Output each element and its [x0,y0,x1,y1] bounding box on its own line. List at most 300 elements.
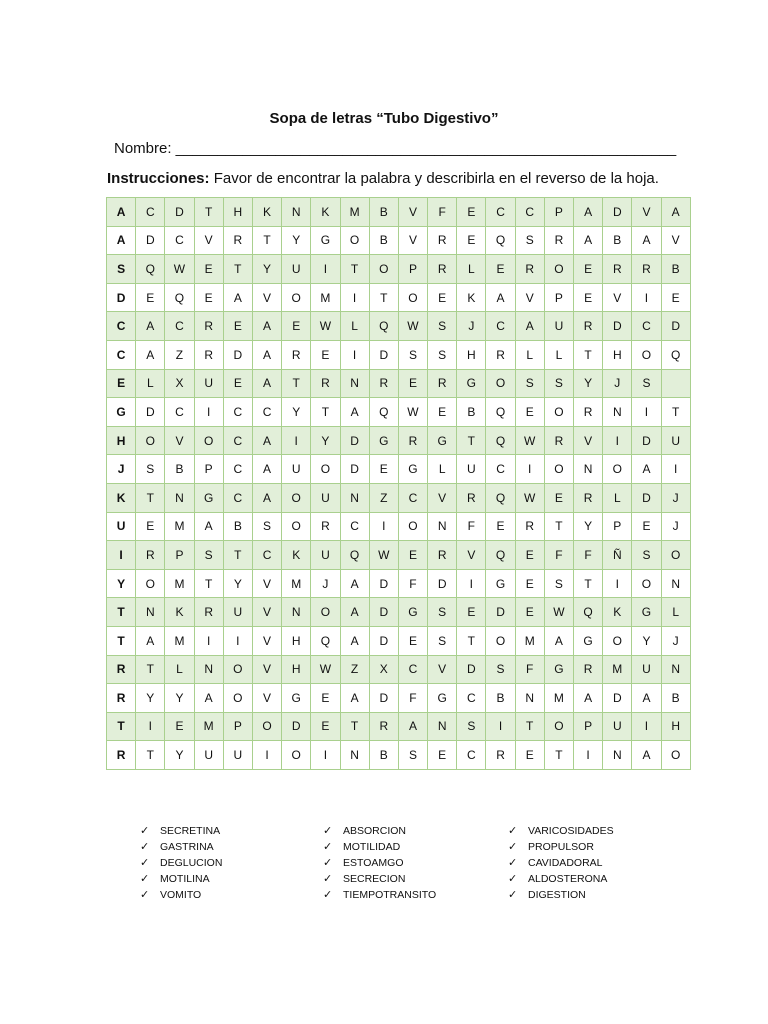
grid-cell: E [311,340,340,369]
grid-cell: P [574,712,603,741]
grid-cell: P [544,283,573,312]
check-icon: ✓ [140,825,150,837]
grid-row [107,712,691,741]
grid-cell: E [194,255,223,284]
grid-cell: U [457,455,486,484]
grid-cell: U [223,741,252,770]
grid-row [107,312,691,341]
grid-cell: G [194,483,223,512]
grid-cell: E [515,741,544,770]
grid-cell: A [136,626,165,655]
word-search-grid [106,197,691,770]
grid-cell: R [428,255,457,284]
grid-cell: N [428,512,457,541]
grid-cell: A [107,198,136,227]
grid-cell: W [515,426,544,455]
grid-cell: X [165,369,194,398]
grid-cell: V [661,226,690,255]
grid-cell: O [136,426,165,455]
grid-cell: F [515,655,544,684]
grid-cell: G [457,369,486,398]
grid-cell: B [457,398,486,427]
grid-cell: S [252,512,281,541]
grid-cell: G [486,569,515,598]
grid-cell: L [428,455,457,484]
grid-cell: R [574,655,603,684]
grid-row [107,426,691,455]
grid-cell: D [369,684,398,713]
grid-cell: U [603,712,632,741]
grid-cell: O [632,340,661,369]
grid-row [107,369,691,398]
grid-cell: I [311,255,340,284]
grid-cell: E [632,512,661,541]
page-title: Sopa de letras “Tubo Digestivo” [269,110,499,127]
grid-cell: J [661,626,690,655]
grid-cell: A [136,312,165,341]
grid-cell: W [311,655,340,684]
grid-cell: N [515,684,544,713]
grid-cell: O [282,512,311,541]
grid-cell: D [340,455,369,484]
grid-cell: T [107,598,136,627]
grid-cell: D [457,655,486,684]
grid-cell: Q [661,340,690,369]
grid-row [107,198,691,227]
grid-cell: T [340,255,369,284]
grid-cell: Y [632,626,661,655]
grid-cell: E [574,255,603,284]
grid-cell: E [515,569,544,598]
grid-cell: D [136,226,165,255]
grid-cell: I [282,426,311,455]
grid-cell [661,369,690,398]
grid-cell: U [311,541,340,570]
word-list-item [323,855,436,871]
grid-cell: X [369,655,398,684]
grid-cell: I [632,398,661,427]
grid-cell: S [457,712,486,741]
grid-cell: V [252,626,281,655]
grid-cell: A [661,198,690,227]
grid-cell: R [107,655,136,684]
grid-cell: E [486,512,515,541]
grid-cell: A [340,626,369,655]
grid-cell: F [398,684,427,713]
grid-cell: O [398,283,427,312]
grid-row [107,226,691,255]
grid-cell: F [574,541,603,570]
grid-cell: T [252,226,281,255]
grid-cell: A [340,598,369,627]
grid-cell: V [515,283,544,312]
grid-cell: H [107,426,136,455]
grid-cell: G [311,226,340,255]
grid-cell: O [223,684,252,713]
grid-cell: O [282,741,311,770]
grid-cell: N [340,369,369,398]
grid-cell: N [661,655,690,684]
grid-cell: A [398,712,427,741]
grid-cell: S [107,255,136,284]
grid-cell: H [661,712,690,741]
grid-cell: Q [369,312,398,341]
grid-cell: D [369,569,398,598]
check-icon: ✓ [140,841,150,853]
check-icon: ✓ [508,889,518,901]
grid-row [107,741,691,770]
grid-cell: S [544,569,573,598]
grid-cell: E [369,455,398,484]
word-list-item [140,887,222,903]
grid-cell: T [457,626,486,655]
word-label: VARICOSIDADES [528,825,614,837]
grid-cell: C [252,398,281,427]
check-icon: ✓ [323,825,333,837]
check-icon: ✓ [323,841,333,853]
grid-cell: E [398,541,427,570]
grid-cell: W [165,255,194,284]
grid-cell: T [574,340,603,369]
grid-row [107,598,691,627]
grid-cell: U [223,598,252,627]
grid-cell: R [136,541,165,570]
grid-cell: T [515,712,544,741]
grid-cell: I [515,455,544,484]
grid-row [107,398,691,427]
grid-cell: A [515,312,544,341]
grid-cell: Y [311,426,340,455]
grid-cell: A [252,369,281,398]
grid-cell: N [194,655,223,684]
grid-cell: R [457,483,486,512]
grid-cell: B [661,255,690,284]
grid-cell: J [661,483,690,512]
grid-cell: C [107,312,136,341]
grid-cell: E [457,598,486,627]
grid-cell: K [282,541,311,570]
grid-cell: G [428,426,457,455]
grid-cell: Q [165,283,194,312]
grid-cell: V [398,198,427,227]
grid-row [107,340,691,369]
grid-cell: W [369,541,398,570]
grid-cell: Q [486,483,515,512]
grid-cell: G [282,684,311,713]
check-icon: ✓ [140,857,150,869]
word-list-item [508,871,614,887]
grid-cell: V [632,198,661,227]
grid-cell: W [544,598,573,627]
grid-cell: A [544,626,573,655]
grid-cell: U [282,255,311,284]
grid-cell: O [603,455,632,484]
grid-cell: R [194,598,223,627]
grid-cell: S [428,312,457,341]
grid-cell: P [544,198,573,227]
grid-cell: T [107,712,136,741]
grid-cell: Q [574,598,603,627]
grid-cell: N [603,741,632,770]
grid-row [107,283,691,312]
word-label: GASTRINA [160,841,214,853]
grid-cell: H [603,340,632,369]
grid-cell: H [282,655,311,684]
grid-cell: D [369,598,398,627]
grid-cell: M [165,626,194,655]
grid-cell: O [544,712,573,741]
grid-cell: H [223,198,252,227]
grid-cell: Y [165,741,194,770]
grid-cell: M [544,684,573,713]
grid-cell: C [223,455,252,484]
grid-cell: C [223,483,252,512]
grid-cell: E [165,712,194,741]
check-icon: ✓ [140,873,150,885]
grid-cell: J [661,512,690,541]
word-label: VOMITO [160,889,202,901]
grid-cell: A [136,340,165,369]
grid-cell: T [194,569,223,598]
grid-cell: S [398,741,427,770]
grid-cell: D [223,340,252,369]
grid-cell: C [486,198,515,227]
grid-cell: E [136,283,165,312]
grid-cell: Y [574,512,603,541]
grid-cell: E [661,283,690,312]
grid-cell: S [428,626,457,655]
grid-cell: D [107,283,136,312]
word-label: DEGLUCION [160,857,223,869]
grid-cell: L [340,312,369,341]
grid-cell: R [428,226,457,255]
grid-cell: D [428,569,457,598]
grid-cell: V [457,541,486,570]
grid-cell: K [311,198,340,227]
grid-cell: O [311,598,340,627]
grid-cell: G [107,398,136,427]
grid-cell: J [603,369,632,398]
grid-cell: A [194,684,223,713]
grid-cell: I [632,283,661,312]
grid-cell: Y [136,684,165,713]
grid-cell: C [398,483,427,512]
grid-cell: D [632,483,661,512]
grid-cell: C [486,455,515,484]
word-label: ALDOSTERONA [528,873,608,885]
grid-cell: R [311,512,340,541]
grid-cell: Q [486,541,515,570]
grid-cell: P [603,512,632,541]
grid-cell: M [165,512,194,541]
grid-cell: L [457,255,486,284]
grid-cell: T [136,483,165,512]
grid-cell: T [340,712,369,741]
grid-cell: O [136,569,165,598]
grid-cell: G [574,626,603,655]
grid-cell: U [282,455,311,484]
grid-cell: R [632,255,661,284]
grid-cell: I [194,626,223,655]
grid-cell: E [282,312,311,341]
grid-cell: Y [165,684,194,713]
grid-cell: A [252,455,281,484]
grid-cell: I [252,741,281,770]
grid-cell: R [398,426,427,455]
grid-cell: K [252,198,281,227]
grid-row [107,626,691,655]
grid-cell: S [632,541,661,570]
grid-cell: V [398,226,427,255]
grid-cell: L [544,340,573,369]
word-list-item [508,855,614,871]
grid-cell: O [486,626,515,655]
grid-cell: M [603,655,632,684]
grid-cell: L [603,483,632,512]
grid-cell: A [574,198,603,227]
grid-cell: T [136,655,165,684]
grid-cell: V [252,283,281,312]
grid-cell: R [574,312,603,341]
grid-cell: D [369,626,398,655]
grid-cell: A [194,512,223,541]
grid-cell: B [661,684,690,713]
grid-cell: Y [282,398,311,427]
grid-cell: I [369,512,398,541]
grid-cell: T [369,283,398,312]
grid-cell: Q [486,426,515,455]
grid-cell: D [603,312,632,341]
grid-cell: R [223,226,252,255]
grid-cell: O [603,626,632,655]
grid-cell: V [428,655,457,684]
grid-cell: M [282,569,311,598]
grid-cell: W [311,312,340,341]
grid-row [107,483,691,512]
grid-cell: D [340,426,369,455]
grid-cell: R [515,255,544,284]
grid-cell: E [457,226,486,255]
grid-cell: O [544,455,573,484]
grid-cell: E [544,483,573,512]
word-list-item [323,839,436,855]
grid-cell: D [632,426,661,455]
grid-cell: T [282,369,311,398]
grid-cell: O [544,398,573,427]
word-list-item [140,823,222,839]
grid-cell: Q [369,398,398,427]
grid-cell: D [661,312,690,341]
grid-cell: I [661,455,690,484]
grid-cell: R [194,340,223,369]
grid-cell: D [282,712,311,741]
name-line: Nombre: ____________________________________________________________ [114,140,677,157]
grid-cell: G [428,684,457,713]
grid-cell: M [340,198,369,227]
grid-cell: S [428,340,457,369]
grid-cell: P [223,712,252,741]
word-list-item [323,871,436,887]
grid-cell: T [544,512,573,541]
word-label: PROPULSOR [528,841,594,853]
grid-cell: N [282,598,311,627]
grid-row [107,684,691,713]
grid-cell: Y [107,569,136,598]
grid-cell: E [428,741,457,770]
instructions-label: Instrucciones: [107,170,210,187]
grid-cell: A [632,684,661,713]
grid-cell: N [661,569,690,598]
grid-cell: Q [311,626,340,655]
grid-cell: C [165,226,194,255]
grid-row [107,255,691,284]
grid-cell: J [457,312,486,341]
grid-cell: L [136,369,165,398]
grid-cell: R [428,369,457,398]
word-label: SECRECION [343,873,406,885]
grid-cell: N [340,483,369,512]
grid-cell: Y [223,569,252,598]
grid-cell: I [136,712,165,741]
grid-cell: O [282,283,311,312]
grid-cell: N [340,741,369,770]
word-label: ESTOAMGO [343,857,404,869]
grid-cell: E [515,598,544,627]
grid-cell: G [632,598,661,627]
grid-cell: R [574,483,603,512]
grid-cell: T [661,398,690,427]
word-label: SECRETINA [160,825,221,837]
grid-cell: I [486,712,515,741]
grid-cell: V [428,483,457,512]
grid-cell: T [574,569,603,598]
grid-cell: Z [369,483,398,512]
grid-cell: A [223,283,252,312]
grid-cell: E [428,283,457,312]
grid-cell: R [544,426,573,455]
grid-cell: A [252,426,281,455]
grid-cell: S [632,369,661,398]
grid-cell: A [252,483,281,512]
grid-cell: I [603,426,632,455]
grid-cell: N [574,455,603,484]
grid-cell: E [107,369,136,398]
grid-cell: A [340,569,369,598]
instructions-text: Favor de encontrar la palabra y describirla en el reverso de la hoja. [209,170,659,187]
word-label: TIEMPOTRANSITO [343,889,437,901]
grid-cell: T [311,398,340,427]
grid-cell: V [252,655,281,684]
grid-cell: C [223,426,252,455]
grid-cell: C [457,684,486,713]
grid-cell: P [398,255,427,284]
grid-cell: Q [340,541,369,570]
grid-cell: D [486,598,515,627]
check-icon: ✓ [508,825,518,837]
grid-cell: M [165,569,194,598]
grid-cell: O [369,255,398,284]
grid-cell: W [398,398,427,427]
word-list-item [140,839,222,855]
grid-cell: B [223,512,252,541]
grid-cell: R [107,684,136,713]
grid-cell: C [632,312,661,341]
grid-cell: B [165,455,194,484]
grid-cell: I [223,626,252,655]
check-icon: ✓ [508,873,518,885]
grid-cell: A [632,741,661,770]
grid-cell: R [486,340,515,369]
